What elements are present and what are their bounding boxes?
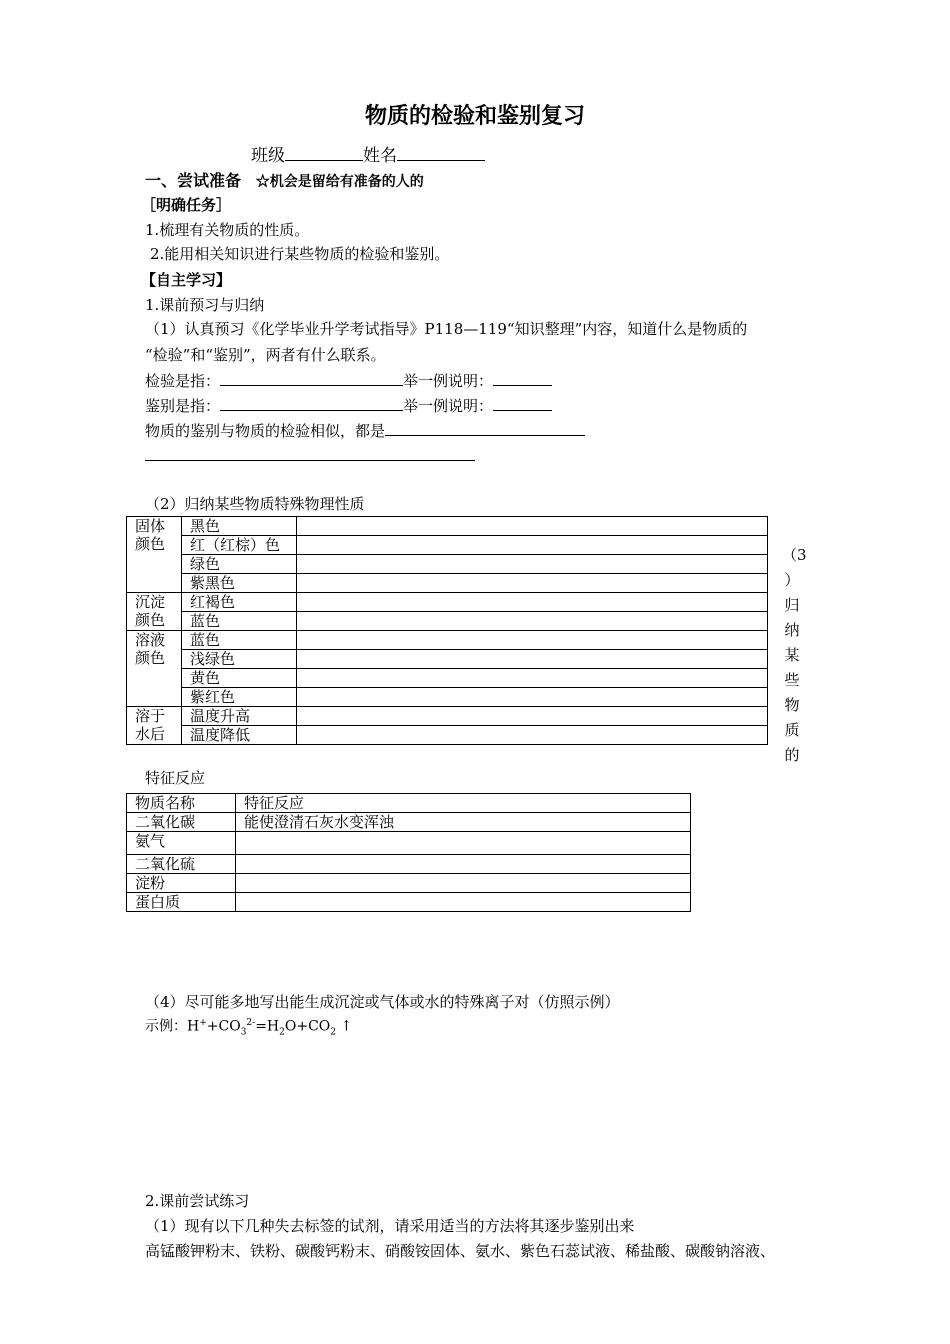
question-4: （4）尽可能多地写出能生成沉淀或气体或水的特殊离子对（仿照示例） xyxy=(145,993,620,1011)
property-cell: 浅绿色 xyxy=(182,650,297,669)
preview-heading: 1.课前预习与归纳 xyxy=(145,296,265,314)
reaction-cell[interactable] xyxy=(236,832,691,855)
characteristic-reactions-table xyxy=(126,793,691,912)
practice-heading: 2.课前尝试练习 xyxy=(145,1192,250,1210)
substance-cell: 淀粉 xyxy=(127,874,236,893)
reaction-cell[interactable] xyxy=(236,893,691,912)
page-title: 物质的检验和鉴别复习 xyxy=(364,103,585,129)
example-equation: 示例：$H^++CO_3^{2-}=H_2O+CO_2$ ↑ xyxy=(145,1018,353,1038)
inspect-blank[interactable] xyxy=(220,371,403,386)
task-item: 2.能用相关知识进行某些物质的检验和鉴别。 xyxy=(150,245,450,263)
question-3-vertical-text: （3 ） 归 纳 某 些 物 质 的 xyxy=(782,546,807,764)
answer-cell[interactable] xyxy=(297,650,768,669)
physical-properties-table xyxy=(126,516,768,745)
property-cell: 红（红棕）色 xyxy=(182,536,297,555)
identify-example-blank[interactable] xyxy=(493,396,552,411)
category-cell: 溶于 水后 xyxy=(127,707,182,745)
answer-cell[interactable] xyxy=(297,536,768,555)
answer-cell[interactable] xyxy=(297,669,768,688)
property-cell: 蓝色 xyxy=(182,612,297,631)
inspect-line xyxy=(145,371,552,390)
property-cell: 紫红色 xyxy=(182,688,297,707)
property-cell: 黑色 xyxy=(182,517,297,536)
class-label: 班级 xyxy=(251,146,285,166)
example-label: 举一例说明： xyxy=(403,372,494,390)
reaction-cell[interactable]: 能使澄清石灰水变浑浊 xyxy=(236,813,691,832)
property-cell: 黄色 xyxy=(182,669,297,688)
substance-cell: 氨气 xyxy=(127,832,236,855)
inspect-example-blank[interactable] xyxy=(493,371,552,386)
example-label: 举一例说明： xyxy=(403,397,494,415)
reaction-cell[interactable] xyxy=(236,874,691,893)
question-3-tail: 特征反应 xyxy=(145,769,206,787)
category-cell: 固体 颜色 xyxy=(127,517,182,593)
property-cell: 紫黑色 xyxy=(182,574,297,593)
class-name-line xyxy=(251,146,485,166)
identify-label: 鉴别是指： xyxy=(145,397,221,415)
question-1-line-2: “检验”和“鉴别”，两者有什么联系。 xyxy=(145,346,386,364)
property-cell: 温度升高 xyxy=(182,707,297,726)
answer-cell[interactable] xyxy=(297,593,768,612)
substance-cell: 二氧化碳 xyxy=(127,813,236,832)
self-study-heading: 【自主学习】 xyxy=(141,271,232,289)
substance-cell: 蛋白质 xyxy=(127,893,236,912)
question-2: （2）归纳某些物质特殊物理性质 xyxy=(145,495,365,513)
class-blank[interactable] xyxy=(285,146,363,161)
property-cell: 蓝色 xyxy=(182,631,297,650)
substance-cell: 二氧化硫 xyxy=(127,855,236,874)
section1-motto: ☆机会是留给有准备的人的 xyxy=(255,174,424,190)
reaction-cell[interactable] xyxy=(236,855,691,874)
identify-line xyxy=(145,396,552,415)
answer-cell[interactable] xyxy=(297,688,768,707)
answer-cell[interactable] xyxy=(297,574,768,593)
inspect-label: 检验是指： xyxy=(145,372,221,390)
property-cell: 温度降低 xyxy=(182,726,297,745)
property-cell: 绿色 xyxy=(182,555,297,574)
reagent-list: 高锰酸钾粉末、铁粉、碳酸钙粉末、硝酸铵固体、氨水、紫色石蕊试液、稀盐酸、碳酸钠溶液、 xyxy=(145,1242,776,1260)
similar-line xyxy=(145,421,585,440)
category-cell: 沉淀 颜色 xyxy=(127,593,182,631)
column-header: 特征反应 xyxy=(236,794,691,813)
name-label: 姓名 xyxy=(363,146,397,166)
answer-cell[interactable] xyxy=(297,707,768,726)
similar-label: 物质的鉴别与物质的检验相似，都是 xyxy=(145,422,386,440)
similar-blank[interactable] xyxy=(385,421,585,436)
answer-cell[interactable] xyxy=(297,726,768,745)
answer-cell[interactable] xyxy=(297,555,768,574)
category-cell: 溶液 颜色 xyxy=(127,631,182,707)
identify-blank[interactable] xyxy=(220,396,403,411)
column-header: 物质名称 xyxy=(127,794,236,813)
task-heading: ［明确任务］ xyxy=(141,196,232,214)
section1-heading: 一、尝试准备 xyxy=(145,171,242,190)
answer-cell[interactable] xyxy=(297,517,768,536)
similar-continuation xyxy=(145,446,475,465)
property-cell: 红褐色 xyxy=(182,593,297,612)
answer-cell[interactable] xyxy=(297,612,768,631)
name-blank[interactable] xyxy=(397,146,485,161)
answer-cell[interactable] xyxy=(297,631,768,650)
question-1-line-1: （1）认真预习《化学毕业升学考试指导》P118—119“知识整理”内容，知道什么是物质的 xyxy=(145,320,748,338)
section1-header xyxy=(145,171,424,191)
practice-question-1: （1）现有以下几种失去标签的试剂，请采用适当的方法将其逐步鉴别出来 xyxy=(145,1217,635,1235)
task-item: 1.梳理有关物质的性质。 xyxy=(145,221,310,239)
similar-blank-2[interactable] xyxy=(145,446,475,461)
